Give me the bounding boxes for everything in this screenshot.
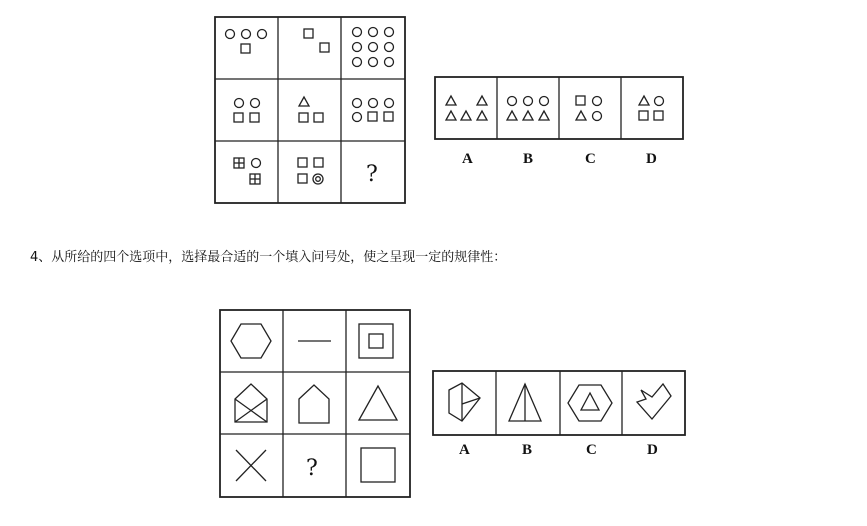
p1-cell-1-1 <box>226 30 267 54</box>
p1-cell-3-1 <box>234 158 261 184</box>
p2-cell-2-3-triangle <box>359 386 397 420</box>
p2-cell-2-2-house <box>299 385 329 423</box>
p1-option-a-label: A <box>462 151 473 167</box>
p1-cell-1-3 <box>353 28 394 67</box>
p1-option-d-figure <box>639 96 664 120</box>
p1-cell-2-1 <box>234 99 260 123</box>
p2-option-c-figure <box>568 385 612 421</box>
puzzle1-frame <box>215 17 405 203</box>
question-4-text: 4、从所给的四个选项中，选择最合适的一个填入问号处，使之呈现一定的规律性： <box>30 250 507 265</box>
p2-question-mark: ? <box>306 456 318 481</box>
p1-option-d-label: D <box>646 151 657 167</box>
p2-cell-3-1-cross <box>236 450 266 481</box>
p2-cell-1-1-hexagon <box>231 324 271 358</box>
p2-option-d-figure <box>637 384 671 419</box>
p2-option-a-label: A <box>459 442 470 458</box>
p2-option-d-label: D <box>647 442 658 458</box>
puzzle2-frame <box>220 310 410 497</box>
p2-option-a-figure <box>449 383 480 421</box>
p1-cell-2-3 <box>353 99 394 122</box>
p2-option-c-label: C <box>586 442 597 458</box>
p1-option-a-figure <box>446 96 487 120</box>
p1-cell-3-2 <box>298 158 323 184</box>
p2-cell-1-3-nested-squares <box>359 324 393 358</box>
p1-option-b-figure <box>507 97 549 121</box>
p1-option-b-label: B <box>523 151 534 167</box>
p1-cell-1-2 <box>304 29 329 52</box>
p1-option-c-figure <box>576 96 602 121</box>
p2-option-b-label: B <box>522 442 533 458</box>
p1-question-mark: ? <box>366 162 378 187</box>
p2-cell-2-1-envelope <box>235 384 267 422</box>
p1-cell-2-2 <box>299 97 323 122</box>
p2-option-b-figure <box>509 384 541 421</box>
p2-cell-3-3-square <box>361 448 395 482</box>
p1-option-c-label: C <box>585 151 596 167</box>
